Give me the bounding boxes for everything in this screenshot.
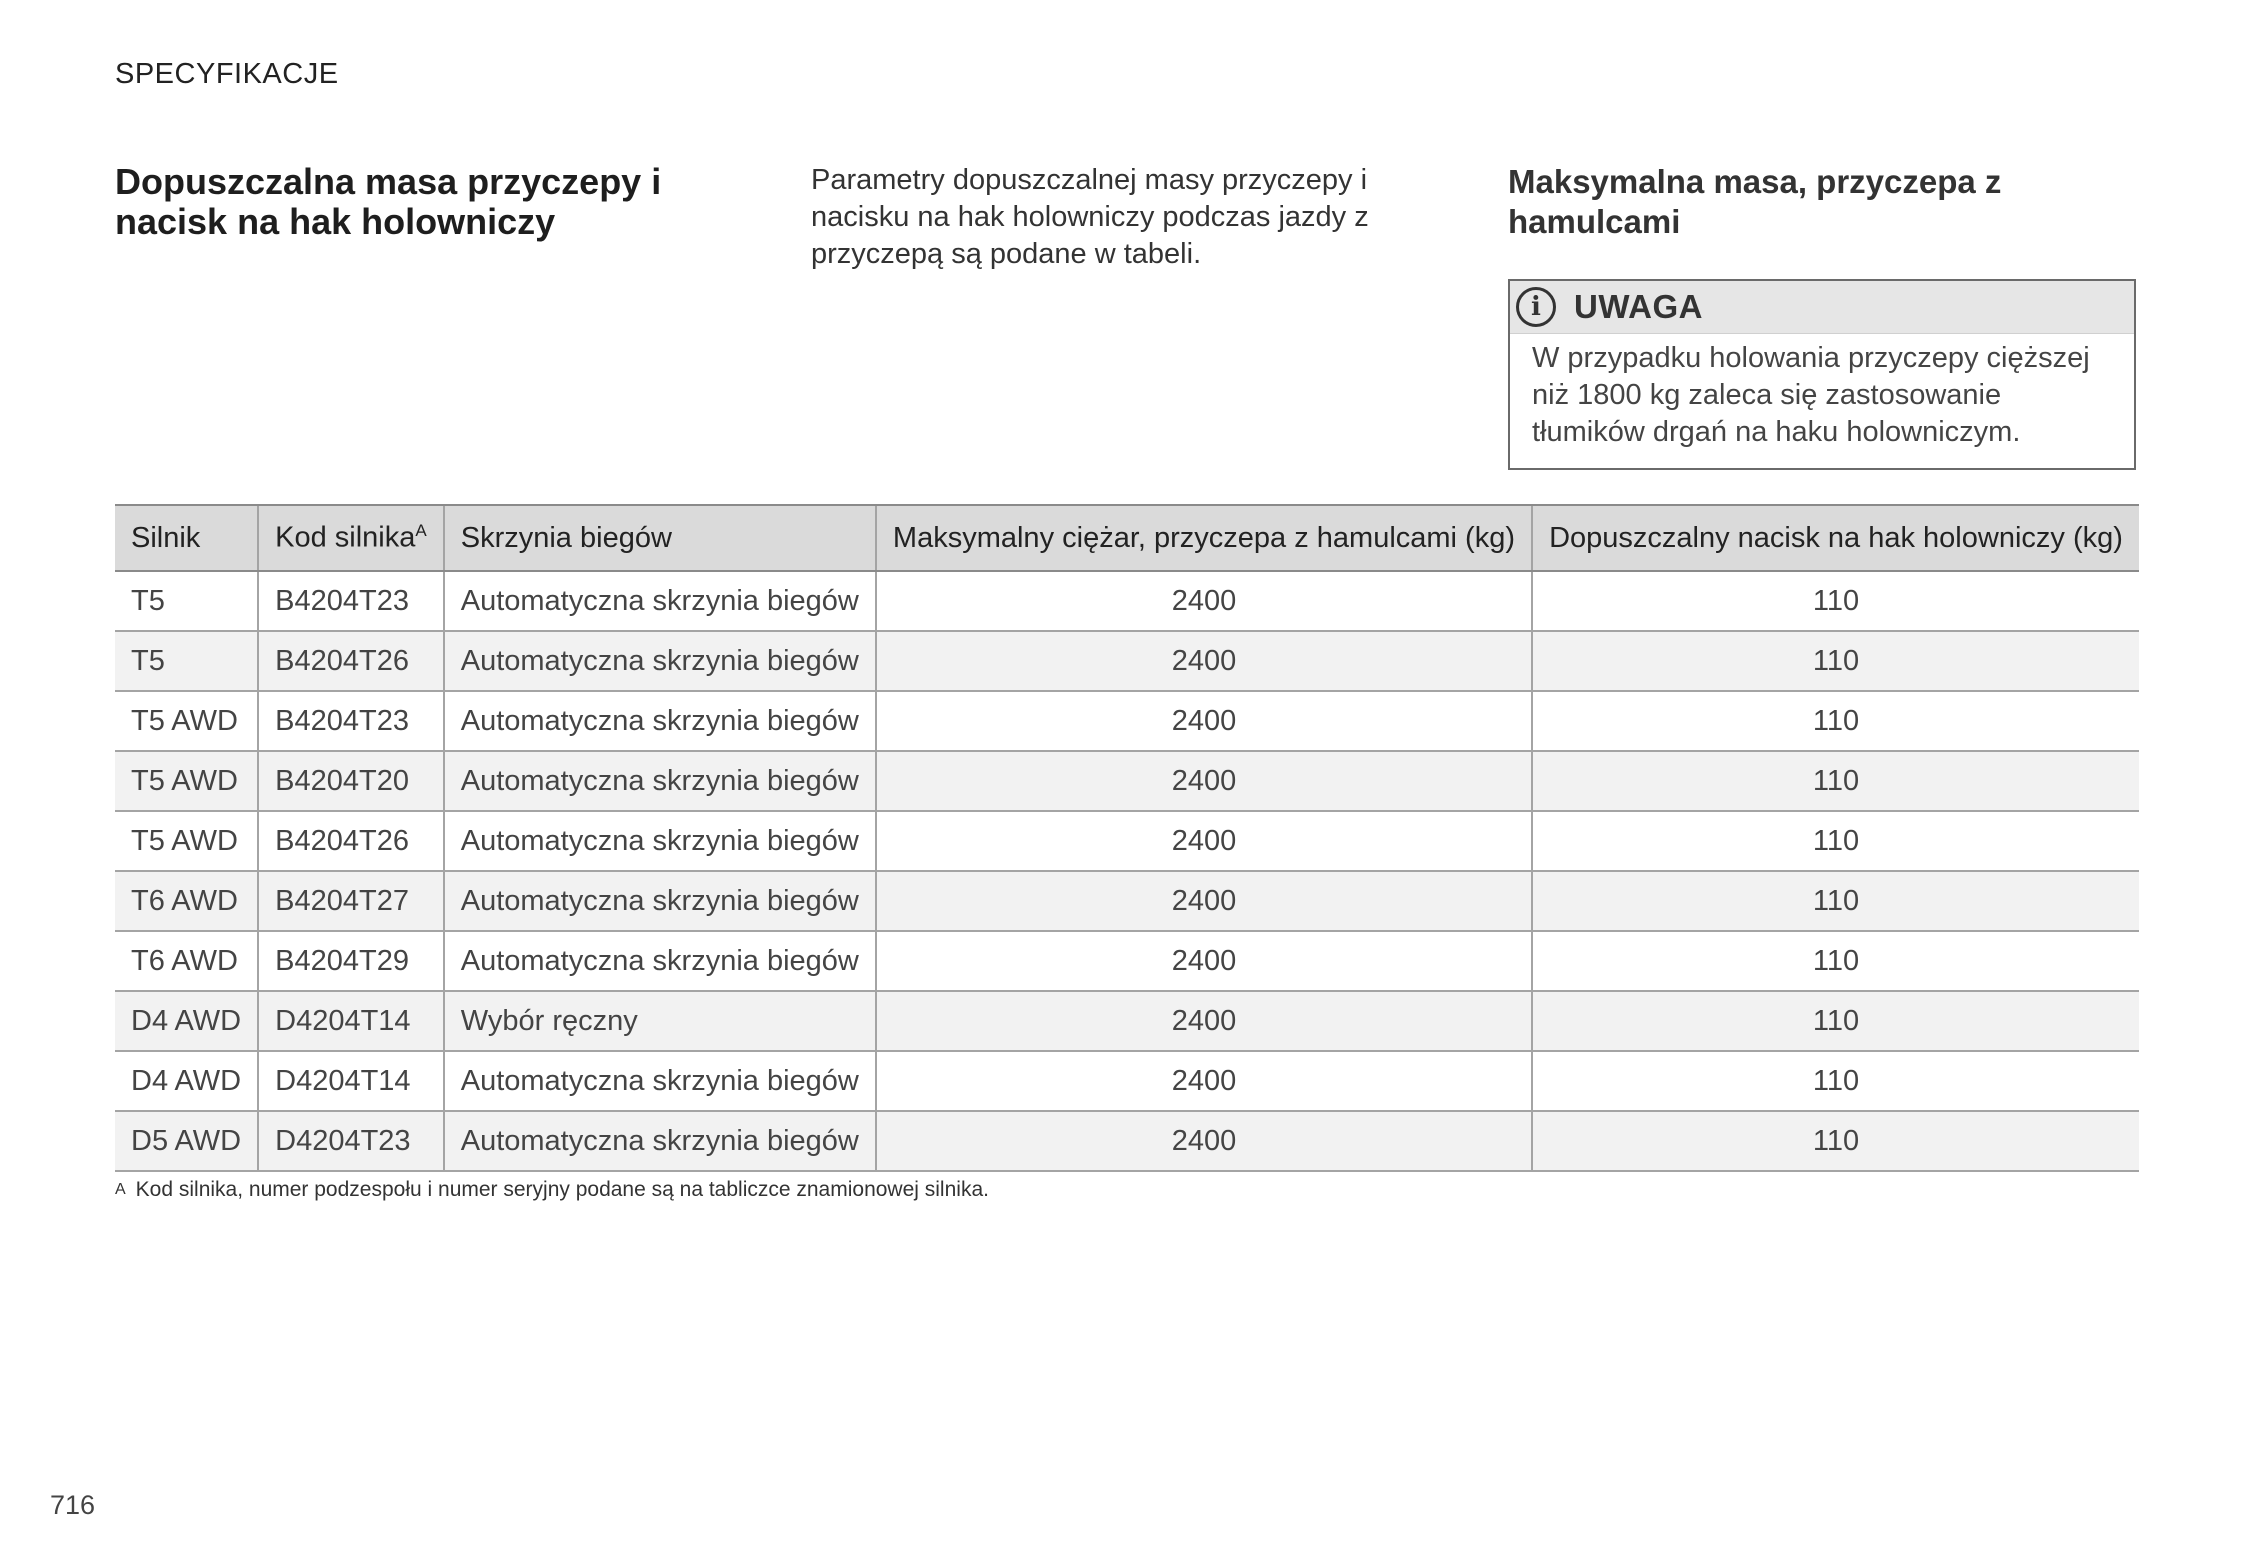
cell-gearbox: Automatyczna skrzynia biegów — [444, 871, 876, 931]
cell-max-towbar-load: 110 — [1532, 571, 2139, 631]
header-engine-code — [258, 505, 444, 571]
page-number: 716 — [50, 1490, 96, 1520]
cell-engine-code: B4204T27 — [258, 871, 444, 931]
table-row — [115, 631, 2139, 691]
cell-engine: T5 AWD — [115, 691, 258, 751]
table-row — [115, 811, 2139, 871]
cell-max-towbar-load: 110 — [1532, 931, 2139, 991]
note-title: UWAGA — [1574, 288, 1703, 325]
info-icon: i — [1516, 287, 1556, 327]
table-row — [115, 1051, 2139, 1111]
cell-engine: T5 — [115, 631, 258, 691]
table-header-row — [115, 505, 2139, 571]
cell-engine-code: B4204T23 — [258, 571, 444, 631]
cell-max-towbar-load: 110 — [1532, 751, 2139, 811]
cell-engine-code: D4204T14 — [258, 991, 444, 1051]
cell-max-towbar-load: 110 — [1532, 691, 2139, 751]
header-max-towbar-load: Dopuszczalny nacisk na hak holowniczy (kg) — [1532, 505, 2139, 571]
footnote-mark: A — [115, 1181, 126, 1198]
table-row — [115, 751, 2139, 811]
cell-engine-code: B4204T29 — [258, 931, 444, 991]
cell-gearbox: Automatyczna skrzynia biegów — [444, 691, 876, 751]
footnote-text: Kod silnika, numer podzespołu i numer seryjny podane są na tabliczce znamionowej silnika. — [135, 1178, 989, 1201]
cell-max-trailer-weight: 2400 — [876, 691, 1532, 751]
cell-max-trailer-weight: 2400 — [876, 991, 1532, 1051]
header-engine-code-label: Kod silnika — [275, 521, 416, 554]
cell-gearbox: Automatyczna skrzynia biegów — [444, 931, 876, 991]
note-box — [1508, 279, 2136, 470]
footnote — [115, 1178, 989, 1202]
page-title: Dopuszczalna masa przyczepy i nacisk na hak holowniczy — [115, 161, 662, 242]
table-row — [115, 1111, 2139, 1171]
cell-engine-code: D4204T23 — [258, 1111, 444, 1171]
table-row — [115, 571, 2139, 631]
cell-engine: T5 — [115, 571, 258, 631]
cell-max-towbar-load: 110 — [1532, 811, 2139, 871]
cell-max-trailer-weight: 2400 — [876, 871, 1532, 931]
cell-engine-code: B4204T20 — [258, 751, 444, 811]
header-max-trailer-weight: Maksymalny ciężar, przyczepa z hamulcami (kg) — [876, 505, 1532, 571]
spec-table — [115, 504, 2139, 1172]
table-row — [115, 991, 2139, 1051]
cell-engine: D4 AWD — [115, 1051, 258, 1111]
cell-engine: T6 AWD — [115, 871, 258, 931]
cell-gearbox: Automatyczna skrzynia biegów — [444, 811, 876, 871]
table-row — [115, 871, 2139, 931]
intro-paragraph: Parametry dopuszczalnej masy przyczepy i nacisku na hak holowniczy podczas jazdy z przyczepą są podane w tabeli. — [811, 164, 1369, 270]
section-header: SPECYFIKACJE — [115, 58, 339, 90]
cell-max-towbar-load: 110 — [1532, 1051, 2139, 1111]
header-gearbox: Skrzynia biegów — [444, 505, 876, 571]
cell-max-trailer-weight: 2400 — [876, 751, 1532, 811]
cell-max-towbar-load: 110 — [1532, 631, 2139, 691]
section-subtitle: Maksymalna masa, przyczepa z hamulcami — [1508, 163, 2002, 240]
cell-engine: T5 AWD — [115, 751, 258, 811]
table-row — [115, 691, 2139, 751]
cell-engine-code: D4204T14 — [258, 1051, 444, 1111]
header-footnote-mark: A — [415, 521, 427, 541]
cell-max-trailer-weight: 2400 — [876, 571, 1532, 631]
cell-max-trailer-weight: 2400 — [876, 631, 1532, 691]
cell-max-trailer-weight: 2400 — [876, 931, 1532, 991]
table-row — [115, 931, 2139, 991]
cell-engine: T6 AWD — [115, 931, 258, 991]
cell-engine: T5 AWD — [115, 811, 258, 871]
cell-max-towbar-load: 110 — [1532, 1111, 2139, 1171]
header-engine: Silnik — [115, 505, 258, 571]
cell-gearbox: Automatyczna skrzynia biegów — [444, 1051, 876, 1111]
cell-engine: D4 AWD — [115, 991, 258, 1051]
cell-max-trailer-weight: 2400 — [876, 1111, 1532, 1171]
cell-engine-code: B4204T26 — [258, 811, 444, 871]
cell-engine-code: B4204T26 — [258, 631, 444, 691]
note-text: W przypadku holowania przyczepy cięższej niż 1800 kg zaleca się zastosowanie tłumików drgań na haku holowniczym. — [1532, 342, 2090, 448]
cell-gearbox: Automatyczna skrzynia biegów — [444, 631, 876, 691]
cell-gearbox: Automatyczna skrzynia biegów — [444, 751, 876, 811]
cell-max-towbar-load: 110 — [1532, 871, 2139, 931]
cell-gearbox: Automatyczna skrzynia biegów — [444, 571, 876, 631]
cell-engine: D5 AWD — [115, 1111, 258, 1171]
cell-gearbox: Automatyczna skrzynia biegów — [444, 1111, 876, 1171]
cell-max-trailer-weight: 2400 — [876, 1051, 1532, 1111]
cell-gearbox: Wybór ręczny — [444, 991, 876, 1051]
note-header — [1510, 281, 2134, 334]
cell-engine-code: B4204T23 — [258, 691, 444, 751]
cell-max-towbar-load: 110 — [1532, 991, 2139, 1051]
cell-max-trailer-weight: 2400 — [876, 811, 1532, 871]
